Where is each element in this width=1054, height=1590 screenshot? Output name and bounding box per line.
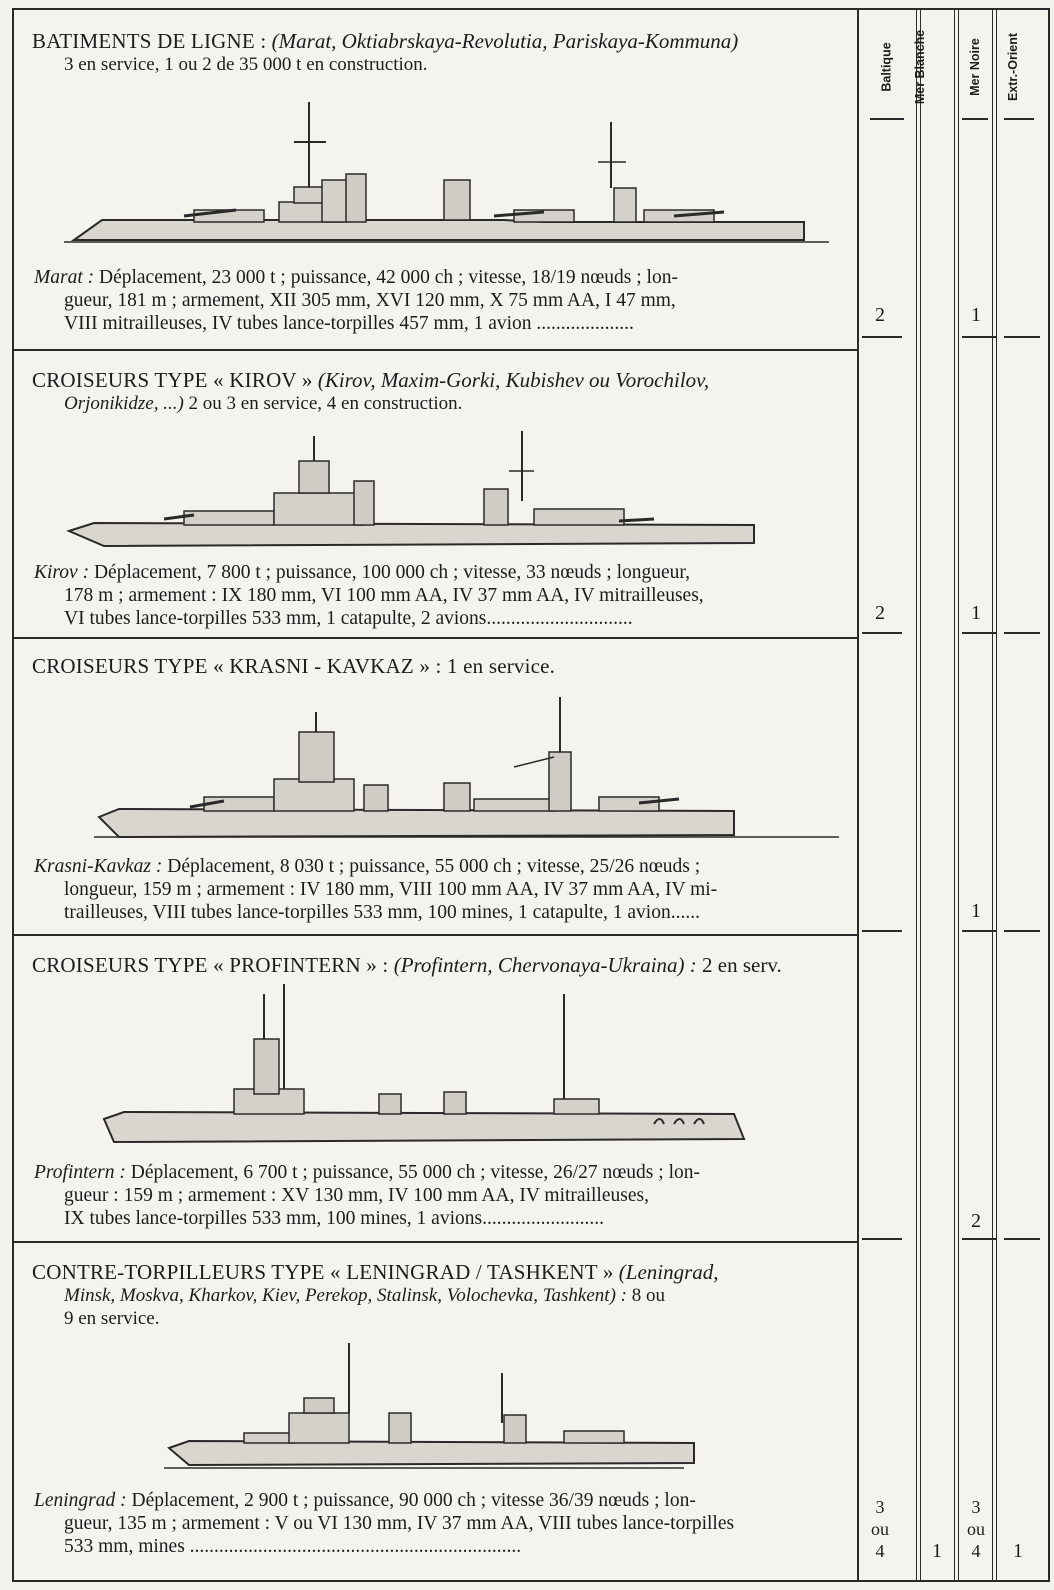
ship-description: Krasni-Kavkaz : Déplacement, 8 030 t ; puissance, 55 000 ch ; vitesse, 25/26 nœuds ; longueur, 159 m ; armement : IV 180 mm, VIII 100 mm AA, IV 37 mm AA, IV mi- trailleuses, VIII tubes lance-torpilles 533 mm, 100 mines, 1 catapulte, 1 avion...... [34,856,718,923]
column-divider [916,10,917,1580]
ship-description: Profintern : Déplacement, 6 700 t ; puissance, 55 000 ch ; vitesse, 26/27 nœuds ; lon- gueur : 159 m ; armement : XV 130 mm, IV 100 mm AA, IV mitrailleuses, IX tubes lance-torpilles 533 mm, 100 mines, 1 avions......................... [34,1162,700,1229]
section-title: CROISEURS TYPE « PROFINTERN » : (Profintern, Chervonaya-Ukraina) : 2 en serv. [32,953,782,977]
ship-description: Marat : Déplacement, 23 000 t ; puissance, 42 000 ch ; vitesse, 18/19 nœuds ; lon- gueur, 181 m ; armement, XII 305 mm, XVI 120 mm, X 75 mm AA, I 47 mm, VIII mitrailleuses, IV tubes lance-torpilles 457 mm, 1 avion .................... [34,267,678,334]
row-divider [862,1238,902,1240]
count-mer-noire: 1 [971,900,981,922]
header-rule [1004,118,1034,120]
count-baltique: 2 [875,602,885,624]
section-title: CROISEURS TYPE « KIROV » (Kirov, Maxim-Gorki, Kubishev ou Vorochilov, Orjonikidze, ...) 2 ou 3 en service, 4 en construction. [32,368,710,414]
count-baltique: 2 [875,304,885,326]
section-title: CROISEURS TYPE « KRASNI - KAVKAZ » : 1 en service. [32,654,556,678]
column-divider [958,10,959,1580]
count-extr-orient: 1 [1013,1540,1023,1562]
column-divider [920,10,921,1580]
column-header-mer-noire: Mer Noire [968,38,982,96]
ship-silhouette-profintern [94,984,834,1154]
section-battleships [14,10,857,349]
ship-silhouette-kirov [64,431,784,556]
count-mer-noire: 2 [971,1210,981,1232]
ship-silhouette-krasni-kavkaz [94,697,854,847]
column-divider [857,10,859,1580]
row-divider [1004,336,1040,338]
ship-silhouette-marat [64,92,844,262]
row-divider [1004,632,1040,634]
ship-silhouette-leningrad [164,1343,724,1473]
row-divider [962,1238,996,1240]
count-mer-blanche: 1 [932,1540,942,1562]
row-divider [862,632,902,634]
count-mer-noire: 3 ou 4 [967,1497,985,1561]
count-mer-noire: 1 [971,602,981,624]
section-title: BATIMENTS DE LIGNE : (Marat, Oktiabrskaya-Revolutia, Pariskaya-Kommuna) 3 en service, 1 ou 2 de 35 000 t en construction. [32,29,739,75]
section-title: CONTRE-TORPILLEURS TYPE « LENINGRAD / TASHKENT » (Leningrad, Minsk, Moskva, Kharkov, Kiev, Perekop, Stalinsk, Volochevka, Tashkent) : 8 ou 9 en service. [32,1260,719,1329]
column-divider [996,10,997,1580]
row-divider [962,930,996,932]
row-divider [862,930,902,932]
column-divider [992,10,993,1580]
row-divider [1004,930,1040,932]
header-rule [962,118,988,120]
section-profintern-cruisers [14,936,857,1241]
row-divider [962,632,996,634]
column-divider [954,10,955,1580]
section-leningrad-destroyers [14,1243,857,1583]
ship-description: Leningrad : Déplacement, 2 900 t ; puissance, 90 000 ch ; vitesse 36/39 nœuds ; lon- gueur, 135 m ; armement : V ou VI 130 mm, IV 37 mm AA, VIII tubes lance-torpilles 533 mm, mines .................................................................... [34,1490,735,1557]
row-divider [962,336,996,338]
ship-description: Kirov : Déplacement, 7 800 t ; puissance, 100 000 ch ; vitesse, 33 nœuds ; longueur, 178 m ; armement : IX 180 mm, VI 100 mm AA, IV 37 mm AA, IV mitrailleuses, VI tubes lance-torpilles 533 mm, 1 catapulte, 2 avions.............................. [34,562,704,629]
section-kirov-cruisers [14,351,857,637]
count-mer-noire: 1 [971,304,981,326]
column-header-baltique: Baltique [880,42,894,92]
header-rule [870,118,904,120]
count-baltique: 3 ou 4 [871,1497,889,1561]
fleet-table [12,8,1050,1582]
row-divider [862,336,902,338]
row-divider [1004,1238,1040,1240]
column-header-mer-blanche: Mer Blanche [913,29,927,105]
section-krasni-kavkaz-cruisers [14,639,857,934]
column-header-extr-orient: Extr.-Orient [1006,32,1021,102]
